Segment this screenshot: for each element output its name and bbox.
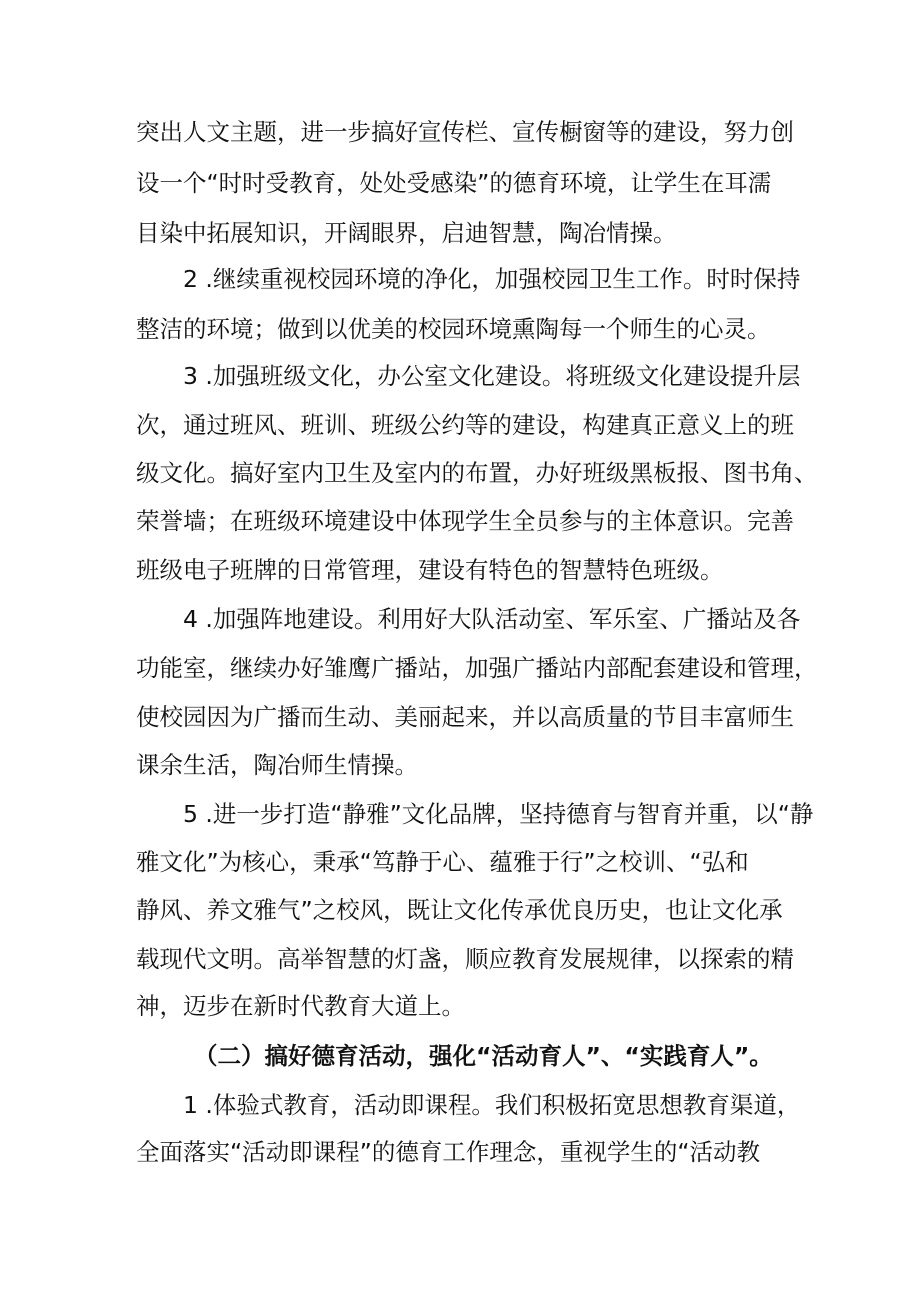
- paragraph-line: 课余生活，陶冶师生情操。: [136, 751, 418, 779]
- paragraph-line: 4 .加强阵地建设。利用好大队活动室、军乐室、广播站及各: [183, 605, 801, 633]
- paragraph-line: 3 .加强班级文化，办公室文化建设。将班级文化建设提升层: [183, 362, 801, 390]
- paragraph-line: 载现代文明。高举智慧的灯盏，顺应教育发展规律，以探索的精: [136, 945, 794, 973]
- paragraph-line: 5 .进一步打造“静雅”文化品牌，坚持德育与智育并重，以“静: [183, 800, 814, 828]
- section-heading: （二）搞好德育活动，强化“活动育人”、“实践育人”。: [194, 1042, 773, 1070]
- paragraph-line: 班级电子班牌的日常管理，建设有特色的智慧特色班级。: [136, 556, 724, 584]
- paragraph-line: 雅文化”为核心，秉承“笃静于心、蕴雅于行”之校训、“弘和: [136, 848, 749, 876]
- paragraph-line: 整洁的环境；做到以优美的校园环境熏陶每一个师生的心灵。: [136, 315, 771, 343]
- paragraph-line: 级文化。搞好室内卫生及室内的布置，办好班级黑板报、图书角、: [136, 459, 818, 487]
- paragraph-line: 功能室，继续办好雏鹰广播站，加强广播站内部配套建设和管理，: [136, 654, 818, 682]
- paragraph-line: 神，迈步在新时代教育大道上。: [136, 992, 465, 1020]
- paragraph-line: 突出人文主题，进一步搞好宣传栏、宣传橱窗等的建设，努力创: [136, 118, 794, 146]
- paragraph-line: 2 .继续重视校园环境的净化，加强校园卫生工作。时时保持: [183, 265, 801, 293]
- paragraph-line: 1 .体验式教育，活动即课程。我们积极拓宽思想教育渠道，: [183, 1091, 801, 1119]
- paragraph-line: 次，通过班风、班训、班级公约等的建设，构建真正意义上的班: [136, 411, 794, 439]
- paragraph-line: 使校园因为广播而生动、美丽起来，并以高质量的节目丰富师生: [136, 703, 794, 731]
- paragraph-line: 静风、养文雅气”之校风，既让文化传承优良历史，也让文化承: [136, 896, 783, 924]
- paragraph-line: 全面落实“活动即课程”的德育工作理念，重视学生的“活动教: [136, 1138, 761, 1166]
- paragraph-line: 目染中拓展知识，开阔眼界，启迪智慧，陶冶情操。: [136, 219, 677, 247]
- paragraph-line: 荣誉墙；在班级环境建设中体现学生全员参与的主体意识。完善: [136, 507, 794, 535]
- paragraph-line: 设一个“时时受教育，处处受感染”的德育环境，让学生在耳濡: [136, 169, 772, 197]
